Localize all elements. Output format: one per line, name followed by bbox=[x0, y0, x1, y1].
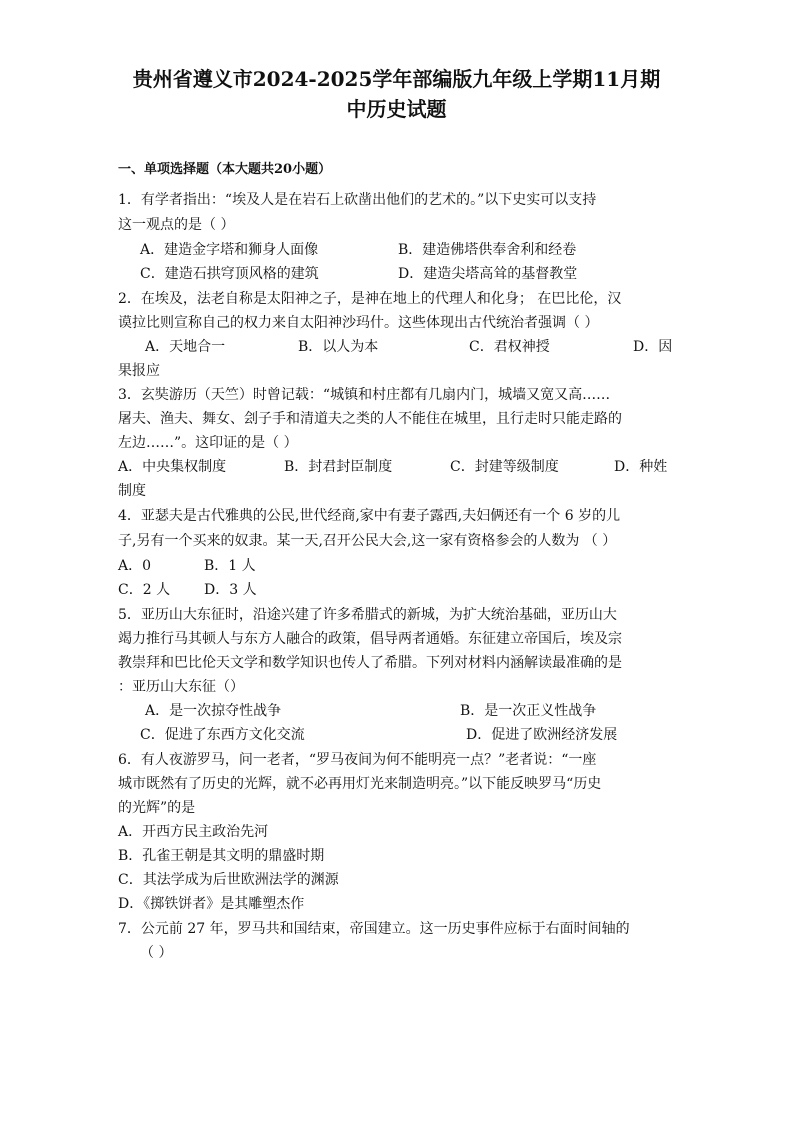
q3-line-3: 左边……”。这印证的是（ ） bbox=[118, 435, 298, 451]
title-line-2: 中历史试题 bbox=[346, 97, 447, 121]
q7-line-2: （ ） bbox=[140, 945, 173, 961]
q5-option-a: A．是一次掠夺性战争 bbox=[145, 703, 282, 719]
q4-option-a: A．0 bbox=[118, 558, 152, 574]
q2-option-c: C．君权神授 bbox=[469, 339, 550, 355]
q1-line-2: 这一观点的是（ ） bbox=[118, 217, 235, 233]
q5-line-4: ：亚历山大东征（） bbox=[118, 679, 244, 695]
q6-line-3: 的光辉”的是 bbox=[118, 800, 196, 816]
q2-option-b: B．以人为本 bbox=[298, 339, 379, 355]
q4-option-d: D．3 人 bbox=[204, 582, 257, 598]
q5-line-1: 5．亚历山大东征时，沿途兴建了许多希腊式的新城，为扩大统治基础，亚历山大 bbox=[118, 607, 617, 623]
q3-line-2: 屠夫、渔夫、舞女、刽子手和清道夫之类的人不能住在城里，且行走时只能走路的 bbox=[118, 411, 622, 427]
q2-line-1: 2．在埃及，法老自称是太阳神之子，是神在地上的代理人和化身； 在巴比伦，汉 bbox=[118, 291, 622, 307]
q3-option-b: B．封君封臣制度 bbox=[284, 459, 393, 475]
q2-option-a: A．天地合一 bbox=[145, 339, 226, 355]
q2-line-2: 谟拉比则宣称自己的权力来自太阳神沙玛什。这些体现出古代统治者强调（ ） bbox=[118, 315, 599, 331]
q3-option-d: D．种姓 bbox=[614, 459, 668, 475]
q7-line-1: 7．公元前 27 年，罗马共和国结束，帝国建立。这一历史事件应标于右面时间轴的 bbox=[118, 921, 630, 937]
q3-option-a: A．中央集权制度 bbox=[118, 459, 227, 475]
q3-option-c: C．封建等级制度 bbox=[450, 459, 559, 475]
q1-line-1: 1．有学者指出：“埃及人是在岩石上砍凿出他们的艺术的。”以下史实可以支持 bbox=[118, 192, 597, 208]
q6-line-1: 6．有人夜游罗马，问一老者，“罗马夜间为何不能明亮一点？”老者说：“一座 bbox=[118, 752, 597, 768]
q1-option-d: D．建造尖塔高耸的基督教堂 bbox=[398, 266, 578, 282]
q6-option-b: B．孔雀王朝是其文明的鼎盛时期 bbox=[118, 848, 325, 864]
q5-option-d: D．促进了欧洲经济发展 bbox=[466, 727, 618, 743]
q3-line-4: 制度 bbox=[118, 483, 146, 499]
q5-option-b: B．是一次正义性战争 bbox=[460, 703, 597, 719]
q6-option-c: C．其法学成为后世欧洲法学的渊源 bbox=[118, 872, 339, 888]
q1-option-a: A．建造金字塔和狮身人面像 bbox=[140, 242, 319, 258]
q5-line-3: 教崇拜和巴比伦天文学和数学知识也传人了希腊。下列对材料内涵解读最准确的是 bbox=[118, 655, 622, 671]
q2-line-3: 果报应 bbox=[118, 363, 160, 379]
title-line-1: 贵州省遵义市2024-2025学年部编版九年级上学期11月期 bbox=[132, 67, 661, 91]
q1-option-c: C．建造石拱穹顶风格的建筑 bbox=[140, 266, 319, 282]
q2-option-d: D．因 bbox=[633, 339, 673, 355]
exam-title bbox=[60, 64, 733, 124]
q5-option-c: C．促进了东西方文化交流 bbox=[140, 727, 305, 743]
q3-line-1: 3．玄奘游历（天竺）时曾记载：“城镇和村庄都有几扇内门，城墙又宽又高…… bbox=[118, 387, 611, 403]
q5-line-2: 竭力推行马其顿人与东方人融合的政策，倡导两者通婚。东征建立帝国后，埃及宗 bbox=[118, 631, 622, 647]
q6-line-2: 城市既然有了历史的光辉，就不必再用灯光来制造明亮。”以下能反映罗马“历史 bbox=[118, 776, 602, 792]
q4-option-c: C．2 人 bbox=[118, 582, 171, 598]
q1-option-b: B．建造佛塔供奉舍利和经卷 bbox=[398, 242, 577, 258]
q4-option-b: B．1 人 bbox=[204, 558, 256, 574]
section-heading: 一、单项选择题（本大题共20小题） bbox=[118, 162, 332, 177]
q6-option-d: D．《掷铁饼者》是其雕塑杰作 bbox=[118, 896, 305, 912]
q6-option-a: A．开西方民主政治先河 bbox=[118, 824, 269, 840]
q4-line-1: 4．亚瑟夫是古代雅典的公民,世代经商,家中有妻子露西,夫妇俩还有一个 6 岁的儿 bbox=[118, 508, 621, 524]
q4-line-2: 子,另有一个买来的奴隶。某一天,召开公民大会,这一家有资格参会的人数为 （ ） bbox=[118, 533, 617, 549]
